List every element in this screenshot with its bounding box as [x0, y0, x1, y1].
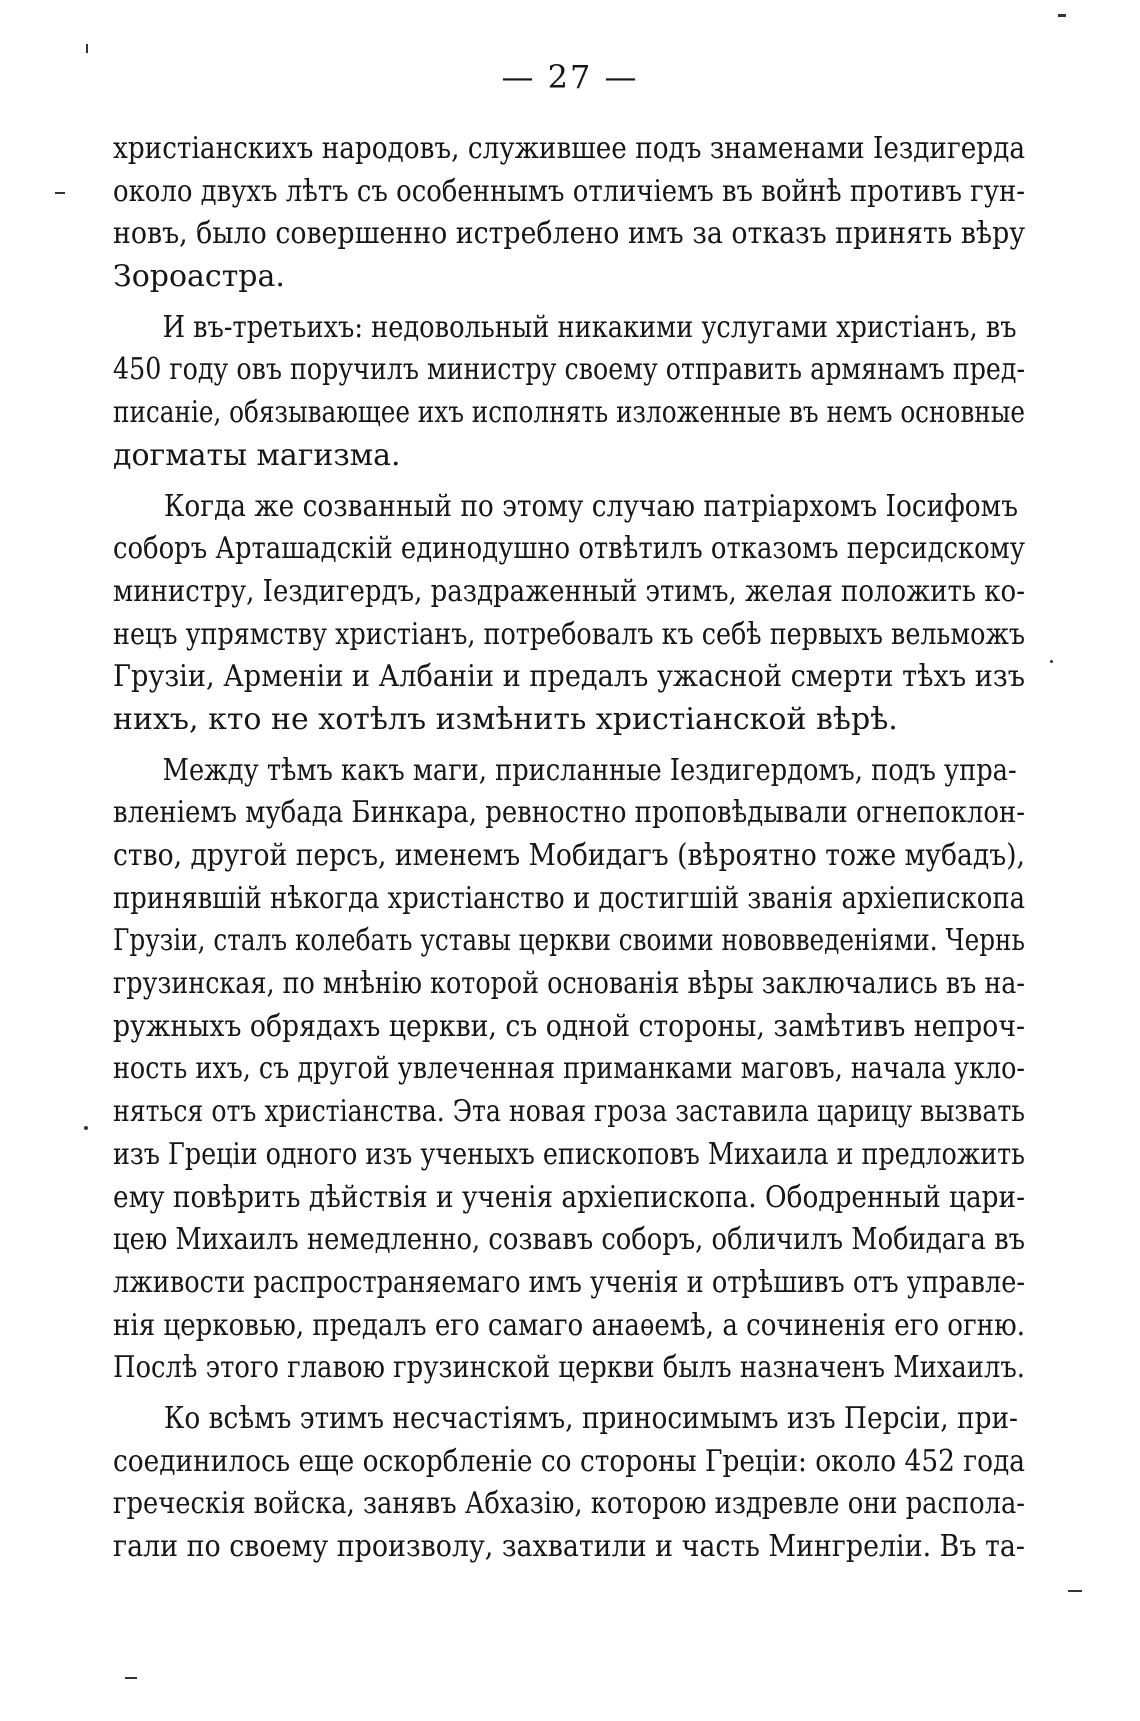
- scan-speck: [86, 44, 88, 53]
- text-line: изъ Греціи одного изъ ученыхъ епископовъ Михаила и предложить: [113, 1136, 1025, 1172]
- text-line: Грузіи, сталъ колебать уставы церкви своими нововведеніями. Чернь: [113, 923, 1025, 959]
- text-line: соединилось еще оскорбленіе со стороны Греціи: около 452 года: [113, 1443, 1025, 1479]
- text-line: нецъ упрямству христіанъ, потребовалъ къ себѣ первыхъ вельможъ: [113, 616, 1025, 652]
- body-text: [113, 128, 1025, 1569]
- scan-speck: [55, 192, 65, 194]
- text-line: нихъ, кто не хотѣлъ измѣнить христіанской вѣрѣ.: [113, 701, 898, 737]
- text-line: няться отъ христіанства. Эта новая гроза заставила царицу вызвать: [113, 1094, 1025, 1130]
- text-line: ему повѣрить дѣйствія и ученія архіепископа. Ободренный цари-: [113, 1179, 1025, 1215]
- text-line: Послѣ этого главою грузинской церкви былъ назначенъ Михаилъ.: [113, 1350, 1025, 1386]
- paragraph: [113, 307, 1025, 478]
- text-line: ность ихъ, съ другой увлеченная приманками маговъ, начала укло-: [113, 1051, 1025, 1087]
- text-line: греческія войска, занявъ Абхазію, которою издревле они распола-: [113, 1486, 1025, 1522]
- text-line: соборъ Арташадскій единодушно отвѣтилъ отказомъ персидскому: [113, 531, 1025, 567]
- text-line: гали по своему произволу, захватили и часть Мингреліи. Въ та-: [113, 1529, 1025, 1564]
- text-line: грузинская, по мнѣнію которой основанія вѣры заключались въ на-: [113, 966, 1025, 1002]
- text-line: принявшій нѣкогда христіанство и достигшій званія архіепископа: [113, 880, 1025, 916]
- text-line: около двухъ лѣтъ съ особеннымъ отличіемъ въ войнѣ противъ гун-: [113, 173, 1025, 209]
- text-line: Когда же созванный по этому случаю патріархомъ Іосифомъ: [163, 488, 1018, 524]
- text-line: Ко всѣмъ этимъ несчастіямъ, приносимымъ изъ Персіи, при-: [163, 1400, 1018, 1436]
- scan-speck: [1050, 660, 1053, 663]
- text-line: Зороастра.: [113, 259, 285, 295]
- paragraph: [113, 750, 1025, 1390]
- text-line: ружныхъ обрядахъ церкви, съ одной стороны, замѣтивъ непроч-: [113, 1008, 1025, 1044]
- text-line: ство, другой персъ, именемъ Мобидагъ (вѣроятно тоже мубадъ),: [113, 838, 1025, 873]
- text-line: писаніе, обязывающее ихъ исполнять изложенные въ немъ основные: [113, 395, 1025, 431]
- text-line: 450 году овъ поручилъ министру своему отправить армянамъ пред-: [113, 352, 1025, 388]
- scan-speck: [1058, 14, 1066, 17]
- text-line: цею Михаилъ немедленно, созвавъ соборъ, обличилъ Мобидага въ: [113, 1222, 1025, 1258]
- text-line: Грузіи, Арменіи и Албаніи и предалъ ужасной смерти тѣхъ изъ: [113, 659, 1025, 695]
- text-line: вленіемъ мубада Бинкара, ревностно проповѣдывали огнепоклон-: [113, 795, 1025, 831]
- paragraph: [113, 128, 1025, 299]
- text-line: христіанскихъ народовъ, служившее подъ знаменами Іездигерда: [113, 131, 1025, 166]
- text-line: новъ, было совершенно истреблено имъ за отказъ принять вѣру: [113, 216, 1025, 252]
- text-line: нія церковью, предалъ его самаго анаѳемѣ, а сочиненія его огню.: [113, 1307, 1025, 1343]
- text-line: Между тѣмъ какъ маги, присланные Іездигердомъ, подъ упра-: [162, 752, 1017, 788]
- text-line: И въ-третьихъ: недовольный никакими услугами христіанъ, въ: [162, 309, 1017, 345]
- text-line: догматы магизма.: [113, 437, 401, 473]
- text-line: министру, Іездигердъ, раздраженный этимъ, желая положить ко-: [113, 573, 1025, 609]
- page-number: — 27 —: [501, 58, 639, 96]
- scan-speck: [1068, 1590, 1082, 1592]
- scan-speck: [125, 1677, 137, 1679]
- scan-speck: [84, 1126, 88, 1130]
- text-line: лживости распространяемаго имъ ученія и отрѣшивъ отъ управле-: [113, 1264, 1025, 1300]
- paragraph: [113, 486, 1025, 742]
- paragraph: [113, 1398, 1025, 1569]
